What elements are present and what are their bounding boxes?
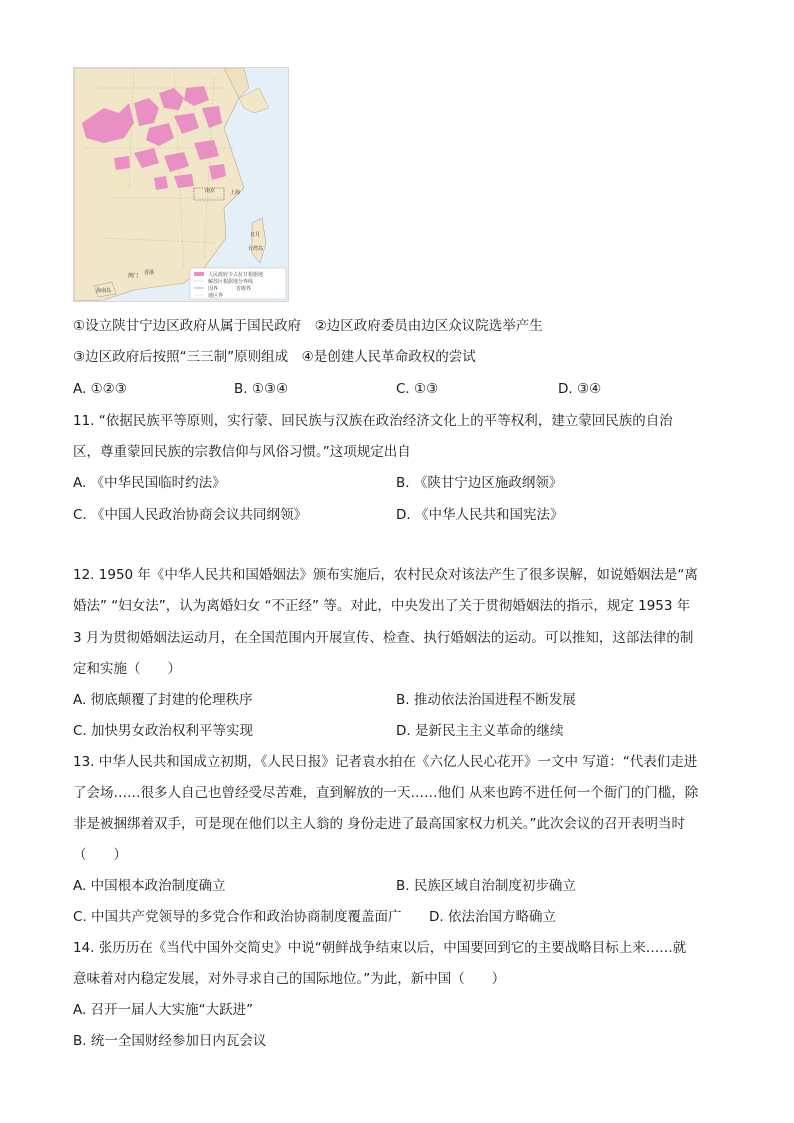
q10-option-d[interactable]: D. ③④	[558, 381, 602, 397]
svg-text:上海: 上海	[230, 190, 241, 196]
q13-stem-line-2: 了会场……很多人自己也曾经受尽苦难，直到解放的一天……他们 从来也跨不进任何一个衙门的门槛，除	[73, 785, 699, 801]
q11-option-b[interactable]: B. 《陕甘宁边区施政纲领》	[396, 475, 563, 491]
q11-stem-line-2: 区，尊重蒙回民族的宗教信仰与风俗习惯。”这项规定出自	[73, 444, 411, 460]
q12-option-b[interactable]: B. 推动依法治国进程不断发展	[396, 692, 576, 708]
base-areas-map	[73, 67, 289, 302]
q13-option-c[interactable]: C. 中国共产党领导的多党合作和政治协商制度覆盖面广	[73, 909, 402, 925]
q11-option-c[interactable]: C. 《中国人民政治协商会议共同纲领》	[73, 507, 308, 523]
q10-option-c[interactable]: C. ①③	[396, 381, 439, 397]
svg-text:台湾岛: 台湾岛	[248, 246, 264, 252]
q12-stem-line-3: 3 月为贯彻婚姻法运动月，在全国范围内开展宣传、检查、执行婚姻法的运动。可以推知，这部法律的制	[73, 630, 694, 646]
q11-option-a[interactable]: A. 《中华民国临时约法》	[73, 475, 226, 491]
q12-option-a[interactable]: A. 彻底颠覆了封建的伦理秩序	[73, 692, 253, 708]
q10-option-b[interactable]: B. ①③④	[234, 381, 289, 397]
q14-stem-line-1: 14. 张历历在《当代中国外交简史》中说“朝鲜战争结束以后，中国要回到它的主要战略目标上来……就	[73, 940, 687, 956]
q14-option-b[interactable]: B. 统一全国财经参加日内瓦会议	[73, 1033, 267, 1049]
q13-option-b[interactable]: B. 民族区域自治制度初步确立	[396, 878, 576, 894]
q12-stem-line-4: 定和实施（ ）	[73, 661, 181, 677]
map-graphic	[74, 68, 288, 301]
svg-text:日月: 日月	[250, 232, 261, 238]
q12-stem-line-2: 婚法” “妇女法”，认为离婚妇女 “不正经” 等。对此，中央发出了关于贯彻婚姻法的指示，规定 1953 年	[73, 598, 691, 614]
svg-text:省级界: 省级界	[236, 286, 252, 292]
svg-text:海南岛: 海南岛	[96, 288, 112, 294]
q12-option-d[interactable]: D. 是新民主主义革命的继续	[396, 723, 564, 739]
svg-text:香港: 香港	[144, 270, 155, 276]
q13-stem-line-3: 非是被捆绑着双手，可是现在他们以主人翁的 身份走进了最高国家权力机关。”此次会议的召开表明当时	[73, 816, 686, 832]
svg-text:国界: 国界	[208, 286, 219, 292]
svg-text:人民政府少占抗日根据地: 人民政府少占抗日根据地	[208, 272, 264, 278]
svg-text:澳门: 澳门	[128, 273, 139, 279]
q12-option-c[interactable]: C. 加快男女政治权利平等实现	[73, 723, 254, 739]
svg-text:南京: 南京	[205, 188, 216, 194]
q11-option-d[interactable]: D. 《中华人民共和国宪法》	[396, 507, 564, 523]
q13-stem-line-1: 13. 中华人民共和国成立初期，《人民日报》记者袁水拍在《六亿人民心花开》一文中 写道：“代表们走进	[73, 754, 698, 770]
q10-option-a[interactable]: A. ①②③	[73, 381, 127, 397]
q13-option-d[interactable]: D. 依法治国方略确立	[429, 909, 556, 925]
q10-statement-1: ①设立陕甘宁边区政府从属于国民政府 ②边区政府委员由边区众议院选举产生	[73, 318, 543, 334]
q11-stem-line-1: 11. “依据民族平等原则，实行蒙、回民族与汉族在政治经济文化上的平等权利，建立蒙回民族的自治	[73, 413, 673, 429]
q12-stem-line-1: 12. 1950 年《中华人民共和国婚姻法》颁布实施后，农村民众对该法产生了很多误解，如说婚姻法是“离	[73, 567, 698, 583]
q14-stem-line-2: 意味着对内稳定发展，对外寻求自己的国际地位。”为此，新中国（ ）	[73, 971, 506, 987]
svg-text:地区界: 地区界	[208, 293, 224, 299]
q14-option-a[interactable]: A. 召开一届人大实施“大跃进”	[73, 1002, 254, 1018]
q13-option-a[interactable]: A. 中国根本政治制度确立	[73, 878, 226, 894]
q10-statement-2: ③边区政府后按照“三三制”原则组成 ④是创建人民革命政权的尝试	[73, 349, 476, 365]
svg-text:解放区根据地分界线: 解放区根据地分界线	[208, 279, 254, 285]
q13-stem-line-4: （ ）	[73, 847, 127, 863]
